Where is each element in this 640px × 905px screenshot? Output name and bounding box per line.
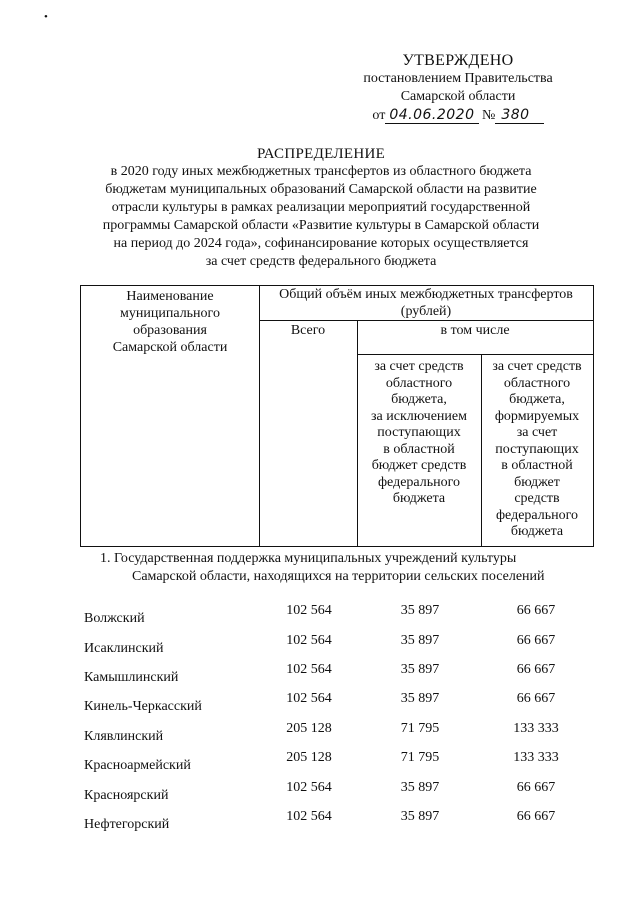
number-prefix: № xyxy=(482,108,496,123)
col-municipality-header: Наименование муниципального образования Самарской области xyxy=(112,289,228,355)
table-row xyxy=(0,691,640,713)
row-regional: 71 795 xyxy=(400,750,440,765)
row-total: 205 128 xyxy=(286,750,332,765)
col-regional-header: за счет средств областного бюджета, за исключением поступающих в областной бюджет средств федерального бюджета xyxy=(371,359,467,506)
row-federal: 66 667 xyxy=(516,691,556,706)
table-row xyxy=(0,603,640,625)
divider xyxy=(259,320,593,321)
row-total: 102 564 xyxy=(286,603,332,618)
table-row xyxy=(0,721,640,743)
title-line: отрасли культуры в рамках реализации мероприятий государственной xyxy=(111,200,531,215)
row-federal: 133 333 xyxy=(513,721,559,736)
table-row xyxy=(0,750,640,772)
row-municipality: Клявлинский xyxy=(84,729,164,744)
row-regional: 35 897 xyxy=(400,809,440,824)
row-regional: 71 795 xyxy=(400,721,440,736)
row-total: 102 564 xyxy=(286,633,332,648)
row-federal: 66 667 xyxy=(516,603,556,618)
row-municipality: Исаклинский xyxy=(84,641,164,656)
title-line: за счет средств федерального бюджета xyxy=(205,254,437,269)
section-title-1: Государственная поддержка муниципальных учреждений культуры xyxy=(114,551,517,566)
approval-date: 04.06.2020 xyxy=(385,107,478,124)
row-total: 205 128 xyxy=(286,721,332,736)
row-municipality: Камышлинский xyxy=(84,670,179,685)
section-heading xyxy=(100,550,600,586)
scan-mark: • xyxy=(44,11,48,23)
row-regional: 35 897 xyxy=(400,603,440,618)
col-including-header: в том числе xyxy=(440,323,510,338)
divider xyxy=(357,354,593,355)
approval-number: 380 xyxy=(495,107,543,124)
title-line: программы Самарской области «Развитие культуры в Самарской области xyxy=(102,218,540,233)
row-municipality: Волжский xyxy=(84,611,145,626)
row-municipality: Кинель-Черкасский xyxy=(84,699,202,714)
title-heading: РАСПРЕДЕЛЕНИЕ xyxy=(256,146,386,162)
approval-word: УТВЕРЖДЕНО xyxy=(402,52,514,69)
row-regional: 35 897 xyxy=(400,780,440,795)
row-federal: 66 667 xyxy=(516,662,556,677)
approval-date-line xyxy=(340,106,576,125)
row-municipality: Красноармейский xyxy=(84,758,191,773)
section-line-1 xyxy=(100,550,600,568)
col-federal-header: за счет средств областного бюджета, формируемых за счет поступающих в областной бюджет средств федерального бюджета xyxy=(492,359,582,539)
row-federal: 66 667 xyxy=(516,809,556,824)
row-federal: 66 667 xyxy=(516,633,556,648)
title-line: бюджетам муниципальных образований Самарской области на развитие xyxy=(105,182,537,197)
title-line: в 2020 году иных межбюджетных трансфертов из областного бюджета xyxy=(110,164,532,179)
section-number: 1. xyxy=(100,551,111,566)
date-prefix: от xyxy=(372,108,386,123)
table-header xyxy=(80,285,594,547)
row-total: 102 564 xyxy=(286,780,332,795)
row-regional: 35 897 xyxy=(400,662,440,677)
row-regional: 35 897 xyxy=(400,691,440,706)
col-total-header: Всего xyxy=(290,323,326,338)
table-row xyxy=(0,809,640,831)
row-regional: 35 897 xyxy=(400,633,440,648)
row-municipality: Нефтегорский xyxy=(84,817,170,832)
table-row xyxy=(0,780,640,802)
title-line: на период до 2024 года», софинансирование которых осуществляется xyxy=(113,236,529,251)
row-total: 102 564 xyxy=(286,809,332,824)
section-title-2: Самарской области, находящихся на территории сельских поселений xyxy=(132,569,545,584)
table-row xyxy=(0,633,640,655)
row-total: 102 564 xyxy=(286,691,332,706)
row-federal: 133 333 xyxy=(513,750,559,765)
row-federal: 66 667 xyxy=(516,780,556,795)
row-total: 102 564 xyxy=(286,662,332,677)
col-group-header: Общий объём иных межбюджетных трансфертов (рублей) xyxy=(279,287,573,319)
approval-line-2: Самарской области xyxy=(400,89,516,104)
document-title xyxy=(60,145,582,271)
table-row xyxy=(0,662,640,684)
row-municipality: Красноярский xyxy=(84,788,169,803)
approval-stamp xyxy=(340,52,576,125)
approval-line-1: постановлением Правительства xyxy=(363,71,553,86)
